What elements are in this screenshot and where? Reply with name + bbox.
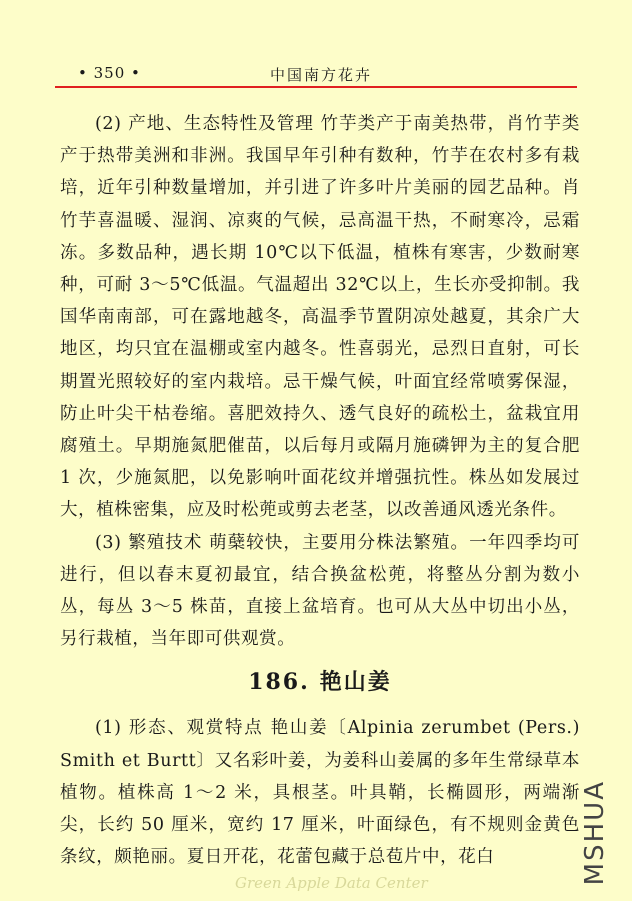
page-number: • 350 • xyxy=(78,64,141,82)
book-title: 中国南方花卉 xyxy=(270,66,373,84)
body-text xyxy=(60,108,580,873)
section-heading xyxy=(60,665,580,699)
paragraph-morphology: (1) 形态、观赏特点 艳山姜〔Alpinia zerumbet (Pers.) Smith et Burtt〕又名彩叶姜，为姜科山姜属的多年生常绿草本植物。植株高 1～2 米，具根茎。叶具鞘，长椭圆形，两端渐尖，长约 50 厘米，宽约 17 厘米，叶面绿色，有不规则金黄色条纹，颇艳丽。夏日开花，花蕾包藏于总苞片中，花白 xyxy=(60,718,580,868)
header-rule xyxy=(55,86,577,88)
section-number: 186. xyxy=(248,669,310,696)
bottom-watermark: Green Apple Data Center xyxy=(235,874,428,892)
side-watermark: MSHUA xyxy=(580,780,610,886)
section-title: 艳山姜 xyxy=(319,669,392,696)
paragraph-habitat-management: (2) 产地、生态特性及管理 竹芋类产于南美热带，肖竹芋类产于热带美洲和非洲。我国早年引种有数种，竹芋在农村多有栽培，近年引种数量增加，并引进了许多叶片美丽的园艺品种。肖竹芋喜温暖、湿润、凉爽的气候，忌高温干热，不耐寒冷，忌霜冻。多数品种，遇长期 10℃以下低温，植株有寒害，少数耐寒种，可耐 3～5℃低温。气温超出 32℃以上，生长亦受抑制。我国华南南部，可在露地越冬，高温季节置阴凉处越夏，其余广大地区，均只宜在温棚或室内越冬。性喜弱光，忌烈日直射，可长期置光照较好的室内栽培。忌干燥气候，叶面宜经常喷雾保湿，防止叶尖干枯卷缩。喜肥效持久、透气良好的疏松土，盆栽宜用腐殖土。早期施氮肥催苗，以后每月或隔月施磷钾为主的复合肥 1 次，少施氮肥，以免影响叶面花纹并增强抗性。株丛如发展过大，植株密集，应及时松蔸或剪去老茎，以改善通风透光条件。 xyxy=(60,114,580,521)
paragraph-propagation: (3) 繁殖技术 萌蘖较快，主要用分株法繁殖。一年四季均可进行，但以春末夏初最宜，结合换盆松蔸，将整丛分割为数小丛，每丛 3～5 株苗，直接上盆培育。也可从大丛中切出小丛，另行栽植，当年即可供观赏。 xyxy=(60,532,580,650)
